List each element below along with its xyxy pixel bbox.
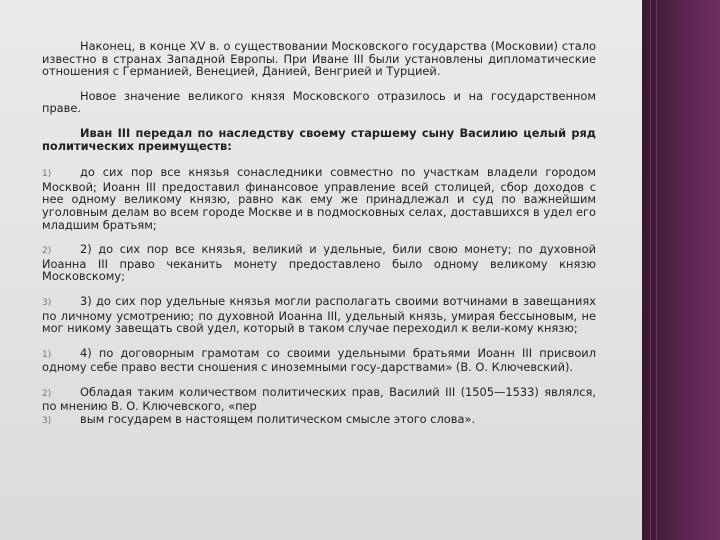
slide-text [42, 40, 596, 428]
paragraph-intro [42, 40, 596, 78]
list-item-text: 4) по договорным грамотам со своими удельными братьями Иоанн III присвоил одному себе право вести сношения с иноземными госу-дарствами» (В. О. Ключевский). [42, 345, 596, 375]
sidebar-stripe [656, 0, 657, 540]
list-number: 2) [42, 388, 52, 399]
list-item-text: Обладая таким количеством политических прав, Василий III (1505—1533) являлся, по мнению В. О. Ключевского, «пер [42, 384, 596, 414]
decorative-sidebar [642, 0, 720, 540]
paragraph-heading-text: Иван III передал по наследству своему старшему сыну Василию целый ряд политических преимуществ: [42, 125, 596, 153]
paragraph-intro-text: Наконец, в конце XV в. о существовании Московского государства (Московии) стало известно в странах Западной Европы. При Иване III были установлены дипломатические отношения с Германией, Венецией, Данией, Венгрией и Турцией. [42, 39, 596, 79]
list-item [42, 243, 596, 283]
list-item-text: вым государем в настоящем политическом смысле этого слова». [80, 412, 476, 427]
list-item [42, 166, 596, 231]
list-number: 2) [42, 246, 52, 257]
list-item-text: 2) до сих пор все князья, великий и удельные, били свою монету; по духовной Иоанна III право чеканить монету предоставлено было одному великому князю Московскому; [42, 242, 596, 284]
list-item [42, 386, 596, 413]
list-number: 3) [42, 297, 52, 308]
paragraph-law [42, 90, 596, 115]
list-number: 1) [42, 349, 52, 360]
list-item [42, 413, 596, 428]
paragraph-heading [42, 127, 596, 152]
list-item [42, 295, 596, 335]
list-item-text: 3) до сих пор удельные князья могли располагать своими вотчинами в завещаниях по личному усмотрению; по духовной Иоанна III, удельный князь, умирая бессыновым, не мог никому завещать свой удел, который в таком случае переходил к вели-кому князю; [42, 293, 596, 336]
sidebar-stripe [650, 0, 651, 540]
paragraph-law-text: Новое значение великого князя Московского отразилось и на государственном праве. [42, 88, 596, 116]
list-item-text: до сих пор все князья сонаследники совместно по участкам владели городом Москвой; Иоанн III предоставил финансовое управление всей столицей, сбор доходов с нее одному великому князю, равно как ему же принадлежал и суд по важнейшим уголовным делам во всем городе Москве и в подмосковных селах, доставшихся в удел его младшим братьям; [42, 165, 596, 232]
list-number: 3) [42, 416, 52, 427]
list-number: 1) [42, 169, 52, 180]
list-item [42, 347, 596, 374]
